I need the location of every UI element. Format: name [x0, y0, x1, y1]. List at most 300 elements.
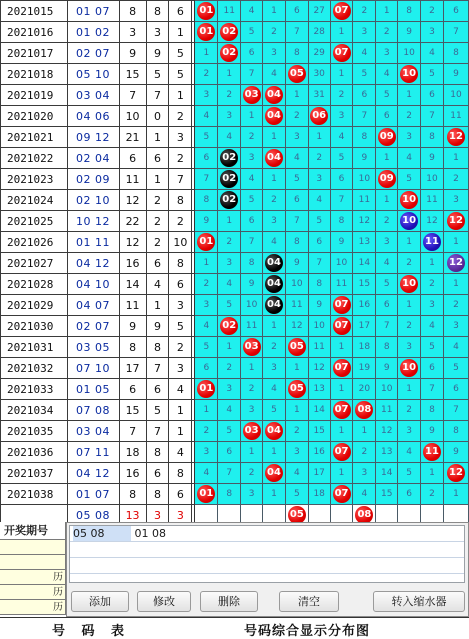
distribution-cell: 8	[308, 274, 330, 295]
delete-button[interactable]: 删除	[200, 591, 258, 612]
distribution-cell	[218, 190, 241, 211]
sum-cell: 16	[119, 253, 146, 274]
number-ball: 02	[220, 170, 238, 188]
number-ball: 01	[197, 380, 215, 398]
distribution-cell: 1	[376, 1, 398, 22]
distribution-cell: 7	[330, 190, 353, 211]
distribution-cell: 6	[330, 169, 353, 190]
draw-numbers-cell: 03 04	[67, 421, 119, 442]
distribution-cell: 17	[308, 463, 330, 484]
distribution-cell: 6	[443, 379, 468, 400]
distribution-cell	[398, 211, 421, 232]
distribution-cell	[330, 316, 353, 337]
table-row	[1, 484, 469, 505]
distribution-cell: 2	[263, 190, 286, 211]
distribution-cell: 6	[241, 43, 263, 64]
distribution-cell: 9	[241, 274, 263, 295]
distribution-cell: 3	[195, 85, 218, 106]
draw-numbers-cell: 02 09	[67, 169, 119, 190]
distribution-cell: 1	[263, 1, 286, 22]
sum-cell: 7	[119, 85, 146, 106]
draw-numbers-cell: 02 04	[67, 148, 119, 169]
distribution-cell: 4	[195, 463, 218, 484]
number-ball: 10	[400, 359, 418, 377]
distribution-cell: 4	[263, 64, 286, 85]
entry-line-empty[interactable]	[70, 558, 464, 574]
distribution-cell: 2	[353, 1, 376, 22]
distribution-cell: 2	[376, 22, 398, 43]
distribution-cell: 18	[353, 337, 376, 358]
distribution-cell: 7	[376, 316, 398, 337]
sum-cell: 9	[119, 43, 146, 64]
distribution-cell	[195, 22, 218, 43]
table-row	[1, 421, 469, 442]
distribution-cell: 11	[443, 106, 468, 127]
span-cell: 5	[146, 64, 169, 85]
distribution-cell: 12	[285, 316, 308, 337]
distribution-cell: 4	[195, 106, 218, 127]
distribution-cell: 6	[376, 295, 398, 316]
distribution-cell: 6	[218, 442, 241, 463]
distribution-cell: 14	[376, 463, 398, 484]
span-cell: 1	[146, 127, 169, 148]
number-ball: 04	[265, 464, 283, 482]
tail-cell: 6	[169, 274, 192, 295]
span-cell: 6	[146, 148, 169, 169]
distribution-cell: 2	[330, 85, 353, 106]
period-cell: 2021031	[1, 337, 68, 358]
span-cell: 2	[146, 232, 169, 253]
table-row	[1, 232, 469, 253]
distribution-cell: 18	[308, 484, 330, 505]
distribution-cell	[241, 421, 263, 442]
entry-list[interactable]	[69, 525, 465, 583]
distribution-cell: 12	[376, 421, 398, 442]
entry-panel	[66, 522, 469, 617]
draw-numbers-cell: 09 12	[67, 127, 119, 148]
period-cell: 2021027	[1, 253, 68, 274]
distribution-cell: 3	[443, 190, 468, 211]
tail-cell: 6	[169, 1, 192, 22]
draw-numbers-cell: 04 10	[67, 274, 119, 295]
table-row	[1, 43, 469, 64]
distribution-cell	[376, 127, 398, 148]
number-ball: 03	[243, 86, 261, 104]
distribution-cell: 6	[241, 211, 263, 232]
distribution-cell: 5	[376, 85, 398, 106]
tail-cell: 6	[169, 484, 192, 505]
table-row	[1, 442, 469, 463]
distribution-cell: 2	[241, 127, 263, 148]
distribution-cell: 3	[241, 484, 263, 505]
tail-cell: 1	[169, 421, 192, 442]
number-ball: 10	[400, 191, 418, 209]
distribution-cell: 17	[353, 316, 376, 337]
distribution-cell: 5	[376, 274, 398, 295]
period-cell: 2021017	[1, 43, 68, 64]
distribution-cell: 11	[376, 400, 398, 421]
distribution-cell: 1	[443, 484, 468, 505]
number-ball: 12	[447, 128, 465, 146]
draw-numbers-cell: 03 05	[67, 337, 119, 358]
number-ball: 12	[447, 464, 465, 482]
distribution-cell	[443, 253, 468, 274]
span-cell: 6	[146, 253, 169, 274]
distribution-cell: 5	[263, 400, 286, 421]
distribution-cell: 4	[376, 253, 398, 274]
sum-cell: 11	[119, 169, 146, 190]
number-ball: 05	[288, 338, 306, 356]
distribution-cell: 4	[353, 484, 376, 505]
number-ball: 02	[220, 317, 238, 335]
distribution-cell: 5	[443, 358, 468, 379]
distribution-cell: 14	[308, 400, 330, 421]
number-ball: 04	[265, 275, 283, 293]
distribution-cell: 2	[285, 106, 308, 127]
distribution-cell: 15	[376, 484, 398, 505]
distribution-cell: 13	[353, 232, 376, 253]
distribution-cell: 4	[195, 316, 218, 337]
distribution-cell	[330, 400, 353, 421]
tail-cell: 1	[169, 22, 192, 43]
draw-numbers-cell: 04 06	[67, 106, 119, 127]
sum-cell: 18	[119, 442, 146, 463]
distribution-cell: 4	[330, 127, 353, 148]
distribution-cell: 7	[443, 22, 468, 43]
distribution-cell: 9	[443, 442, 468, 463]
distribution-cell: 19	[353, 358, 376, 379]
distribution-cell	[330, 442, 353, 463]
table-row	[1, 85, 469, 106]
distribution-cell: 3	[241, 400, 263, 421]
distribution-cell: 10	[353, 169, 376, 190]
number-ball: 03	[243, 338, 261, 356]
sum-cell: 11	[119, 295, 146, 316]
distribution-cell: 13	[376, 442, 398, 463]
distribution-cell: 8	[398, 1, 421, 22]
distribution-cell	[376, 169, 398, 190]
tail-cell: 5	[169, 43, 192, 64]
distribution-cell: 7	[421, 106, 444, 127]
distribution-cell: 10	[421, 169, 444, 190]
period-cell: 2021035	[1, 421, 68, 442]
distribution-cell: 1	[241, 442, 263, 463]
span-cell: 8	[146, 484, 169, 505]
table-row	[1, 400, 469, 421]
table-row	[1, 1, 469, 22]
number-ball: 04	[265, 254, 283, 272]
add-button[interactable]: 添加	[71, 591, 129, 612]
clear-button[interactable]: 清空	[279, 591, 339, 612]
distribution-cell	[218, 316, 241, 337]
distribution-cell: 6	[421, 358, 444, 379]
distribution-cell: 9	[285, 253, 308, 274]
table-row	[1, 106, 469, 127]
distribution-cell: 5	[218, 421, 241, 442]
distribution-cell: 10	[376, 379, 398, 400]
distribution-cell: 1	[195, 400, 218, 421]
distribution-cell: 1	[241, 358, 263, 379]
distribution-cell	[330, 43, 353, 64]
period-cell: 2021022	[1, 148, 68, 169]
distribution-cell: 8	[195, 190, 218, 211]
distribution-cell: 9	[353, 148, 376, 169]
distribution-cell: 5	[241, 190, 263, 211]
distribution-cell: 6	[285, 1, 308, 22]
distribution-cell: 1	[195, 253, 218, 274]
tail-cell: 2	[169, 337, 192, 358]
edit-button[interactable]: 修改	[137, 591, 191, 612]
distribution-cell	[330, 358, 353, 379]
entry-line-empty[interactable]	[70, 542, 464, 558]
period-cell: 2021025	[1, 211, 68, 232]
distribution-cell: 3	[218, 253, 241, 274]
number-ball: 02	[220, 149, 238, 167]
distribution-cell: 1	[218, 337, 241, 358]
table-row	[1, 253, 469, 274]
distribution-cell: 3	[308, 169, 330, 190]
period-cell: 2021028	[1, 274, 68, 295]
distribution-cell: 1	[330, 463, 353, 484]
distribution-cell: 5	[398, 463, 421, 484]
distribution-cell	[285, 379, 308, 400]
draw-numbers-cell: 04 07	[67, 295, 119, 316]
tail-cell: 8	[169, 190, 192, 211]
distribution-cell: 12	[421, 211, 444, 232]
table-row	[1, 463, 469, 484]
distribution-cell: 7	[218, 463, 241, 484]
left-label-column	[0, 522, 66, 617]
distribution-chart-tab[interactable]: 号码综合显示分布图	[244, 624, 371, 639]
distribution-cell: 3	[263, 358, 286, 379]
distribution-cell: 1	[421, 463, 444, 484]
tail-cell: 4	[169, 442, 192, 463]
distribution-cell	[421, 442, 444, 463]
number-ball: 10	[400, 212, 418, 230]
table-row	[1, 169, 469, 190]
distribution-cell: 7	[353, 106, 376, 127]
distribution-cell	[195, 379, 218, 400]
number-ball: 04	[265, 149, 283, 167]
draw-numbers-cell: 05 10	[67, 64, 119, 85]
distribution-cell: 1	[330, 22, 353, 43]
distribution-cell: 9	[443, 64, 468, 85]
tail-cell: 7	[169, 169, 192, 190]
draw-numbers-cell: 01 11	[67, 232, 119, 253]
period-cell: 2021033	[1, 379, 68, 400]
tail-cell: 2	[169, 148, 192, 169]
distribution-cell	[263, 421, 286, 442]
distribution-cell: 2	[218, 85, 241, 106]
number-ball: 08	[355, 506, 373, 524]
span-cell: 7	[146, 421, 169, 442]
sum-cell: 21	[119, 127, 146, 148]
distribution-cell: 3	[443, 316, 468, 337]
distribution-cell: 10	[308, 316, 330, 337]
distribution-cell: 4	[285, 148, 308, 169]
span-cell: 1	[146, 169, 169, 190]
number-ball: 09	[378, 170, 396, 188]
span-cell: 9	[146, 43, 169, 64]
distribution-cell: 3	[285, 127, 308, 148]
period-cell: 2021018	[1, 64, 68, 85]
distribution-cell: 6	[376, 106, 398, 127]
distribution-cell	[263, 274, 286, 295]
number-ball: 07	[333, 2, 351, 20]
distribution-cell	[398, 64, 421, 85]
distribution-cell: 6	[308, 232, 330, 253]
number-table-tab[interactable]: 号 码 表	[52, 624, 131, 639]
label-row-blank-1	[0, 540, 66, 555]
sum-cell: 9	[119, 316, 146, 337]
entry-selected[interactable]: 05 08	[73, 526, 131, 541]
distribution-cell: 1	[443, 232, 468, 253]
distribution-cell: 7	[421, 379, 444, 400]
distribution-cell	[263, 148, 286, 169]
distribution-cell: 1	[263, 316, 286, 337]
table-row	[1, 64, 469, 85]
number-ball: 07	[333, 44, 351, 62]
distribution-cell: 8	[443, 43, 468, 64]
distribution-cell: 1	[263, 484, 286, 505]
distribution-cell: 5	[421, 337, 444, 358]
distribution-cell: 1	[241, 106, 263, 127]
distribution-cell	[195, 1, 218, 22]
distribution-cell: 3	[398, 421, 421, 442]
distribution-cell: 1	[308, 127, 330, 148]
distribution-cell	[443, 463, 468, 484]
tail-cell: 5	[169, 64, 192, 85]
span-cell: 8	[146, 337, 169, 358]
span-cell: 6	[146, 463, 169, 484]
import-to-filter-button[interactable]: 转入缩水器	[373, 591, 465, 612]
distribution-cell: 5	[308, 211, 330, 232]
distribution-cell	[285, 64, 308, 85]
distribution-cell	[398, 358, 421, 379]
distribution-cell: 2	[398, 316, 421, 337]
distribution-cell: 11	[241, 316, 263, 337]
distribution-cell	[241, 85, 263, 106]
number-ball: 11	[423, 443, 441, 461]
draw-numbers-cell: 01 07	[67, 1, 119, 22]
distribution-cell: 5	[195, 337, 218, 358]
sum-cell: 8	[119, 337, 146, 358]
draw-numbers-cell: 01 02	[67, 22, 119, 43]
number-ball: 02	[220, 44, 238, 62]
distribution-cell: 1	[376, 190, 398, 211]
distribution-cell: 2	[195, 421, 218, 442]
distribution-cell: 4	[398, 442, 421, 463]
distribution-cell: 5	[421, 64, 444, 85]
distribution-cell: 4	[241, 1, 263, 22]
number-ball: 04	[265, 296, 283, 314]
distribution-cell: 4	[376, 64, 398, 85]
sum-cell: 15	[119, 64, 146, 85]
distribution-cell: 20	[353, 379, 376, 400]
distribution-cell: 2	[241, 463, 263, 484]
distribution-cell: 4	[263, 379, 286, 400]
period-cell: 2021029	[1, 295, 68, 316]
distribution-cell: 10	[330, 253, 353, 274]
number-ball: 07	[333, 359, 351, 377]
tail-cell: 3	[169, 127, 192, 148]
span-cell: 0	[146, 106, 169, 127]
distribution-cell: 3	[421, 295, 444, 316]
number-ball: 03	[243, 422, 261, 440]
distribution-cell: 8	[421, 127, 444, 148]
span-cell: 8	[146, 442, 169, 463]
distribution-cell: 9	[421, 148, 444, 169]
period-cell: 2021019	[1, 85, 68, 106]
distribution-cell: 5	[330, 148, 353, 169]
span-cell: 7	[146, 85, 169, 106]
input-area	[0, 522, 469, 617]
sum-cell: 15	[119, 400, 146, 421]
tail-cell: 1	[169, 85, 192, 106]
distribution-cell: 15	[353, 274, 376, 295]
entry-line[interactable]	[70, 526, 464, 542]
tail-cell: 8	[169, 253, 192, 274]
distribution-cell: 8	[353, 127, 376, 148]
tail-cell: 1	[169, 400, 192, 421]
distribution-cell: 1	[398, 232, 421, 253]
sum-cell: 3	[119, 22, 146, 43]
history-label-3: 历	[0, 600, 66, 615]
distribution-cell: 16	[308, 442, 330, 463]
number-ball: 05	[288, 65, 306, 83]
distribution-cell: 6	[195, 358, 218, 379]
distribution-cell	[263, 295, 286, 316]
tail-cell: 3	[169, 505, 192, 526]
number-ball: 01	[197, 23, 215, 41]
distribution-cell: 8	[376, 337, 398, 358]
number-ball: 04	[265, 107, 283, 125]
table-row	[1, 211, 469, 232]
distribution-cell	[398, 274, 421, 295]
distribution-cell: 29	[308, 43, 330, 64]
history-label-1: 历	[0, 570, 66, 585]
draw-numbers-cell: 01 05	[67, 379, 119, 400]
distribution-cell: 1	[285, 85, 308, 106]
distribution-cell: 4	[421, 43, 444, 64]
distribution-cell: 10	[285, 274, 308, 295]
distribution-cell: 16	[353, 295, 376, 316]
period-cell: 2021015	[1, 1, 68, 22]
number-ball: 11	[423, 233, 441, 251]
number-ball: 10	[400, 275, 418, 293]
tail-cell: 4	[169, 379, 192, 400]
distribution-cell: 1	[330, 379, 353, 400]
distribution-cell	[195, 484, 218, 505]
draw-numbers-cell: 03 04	[67, 85, 119, 106]
distribution-cell: 4	[308, 190, 330, 211]
distribution-cell: 1	[330, 337, 353, 358]
distribution-cell: 11	[308, 337, 330, 358]
distribution-cell: 2	[241, 379, 263, 400]
distribution-cell: 10	[398, 43, 421, 64]
distribution-cell: 9	[398, 22, 421, 43]
number-ball: 05	[288, 506, 306, 524]
span-cell: 4	[146, 274, 169, 295]
distribution-cell: 10	[241, 295, 263, 316]
span-cell: 3	[146, 505, 169, 526]
distribution-cell: 2	[398, 253, 421, 274]
entry-second[interactable]: 01 08	[134, 527, 166, 540]
period-cell: 2021038	[1, 484, 68, 505]
distribution-cell: 2	[421, 1, 444, 22]
period-cell: 2021034	[1, 400, 68, 421]
draw-numbers-cell: 02 07	[67, 43, 119, 64]
